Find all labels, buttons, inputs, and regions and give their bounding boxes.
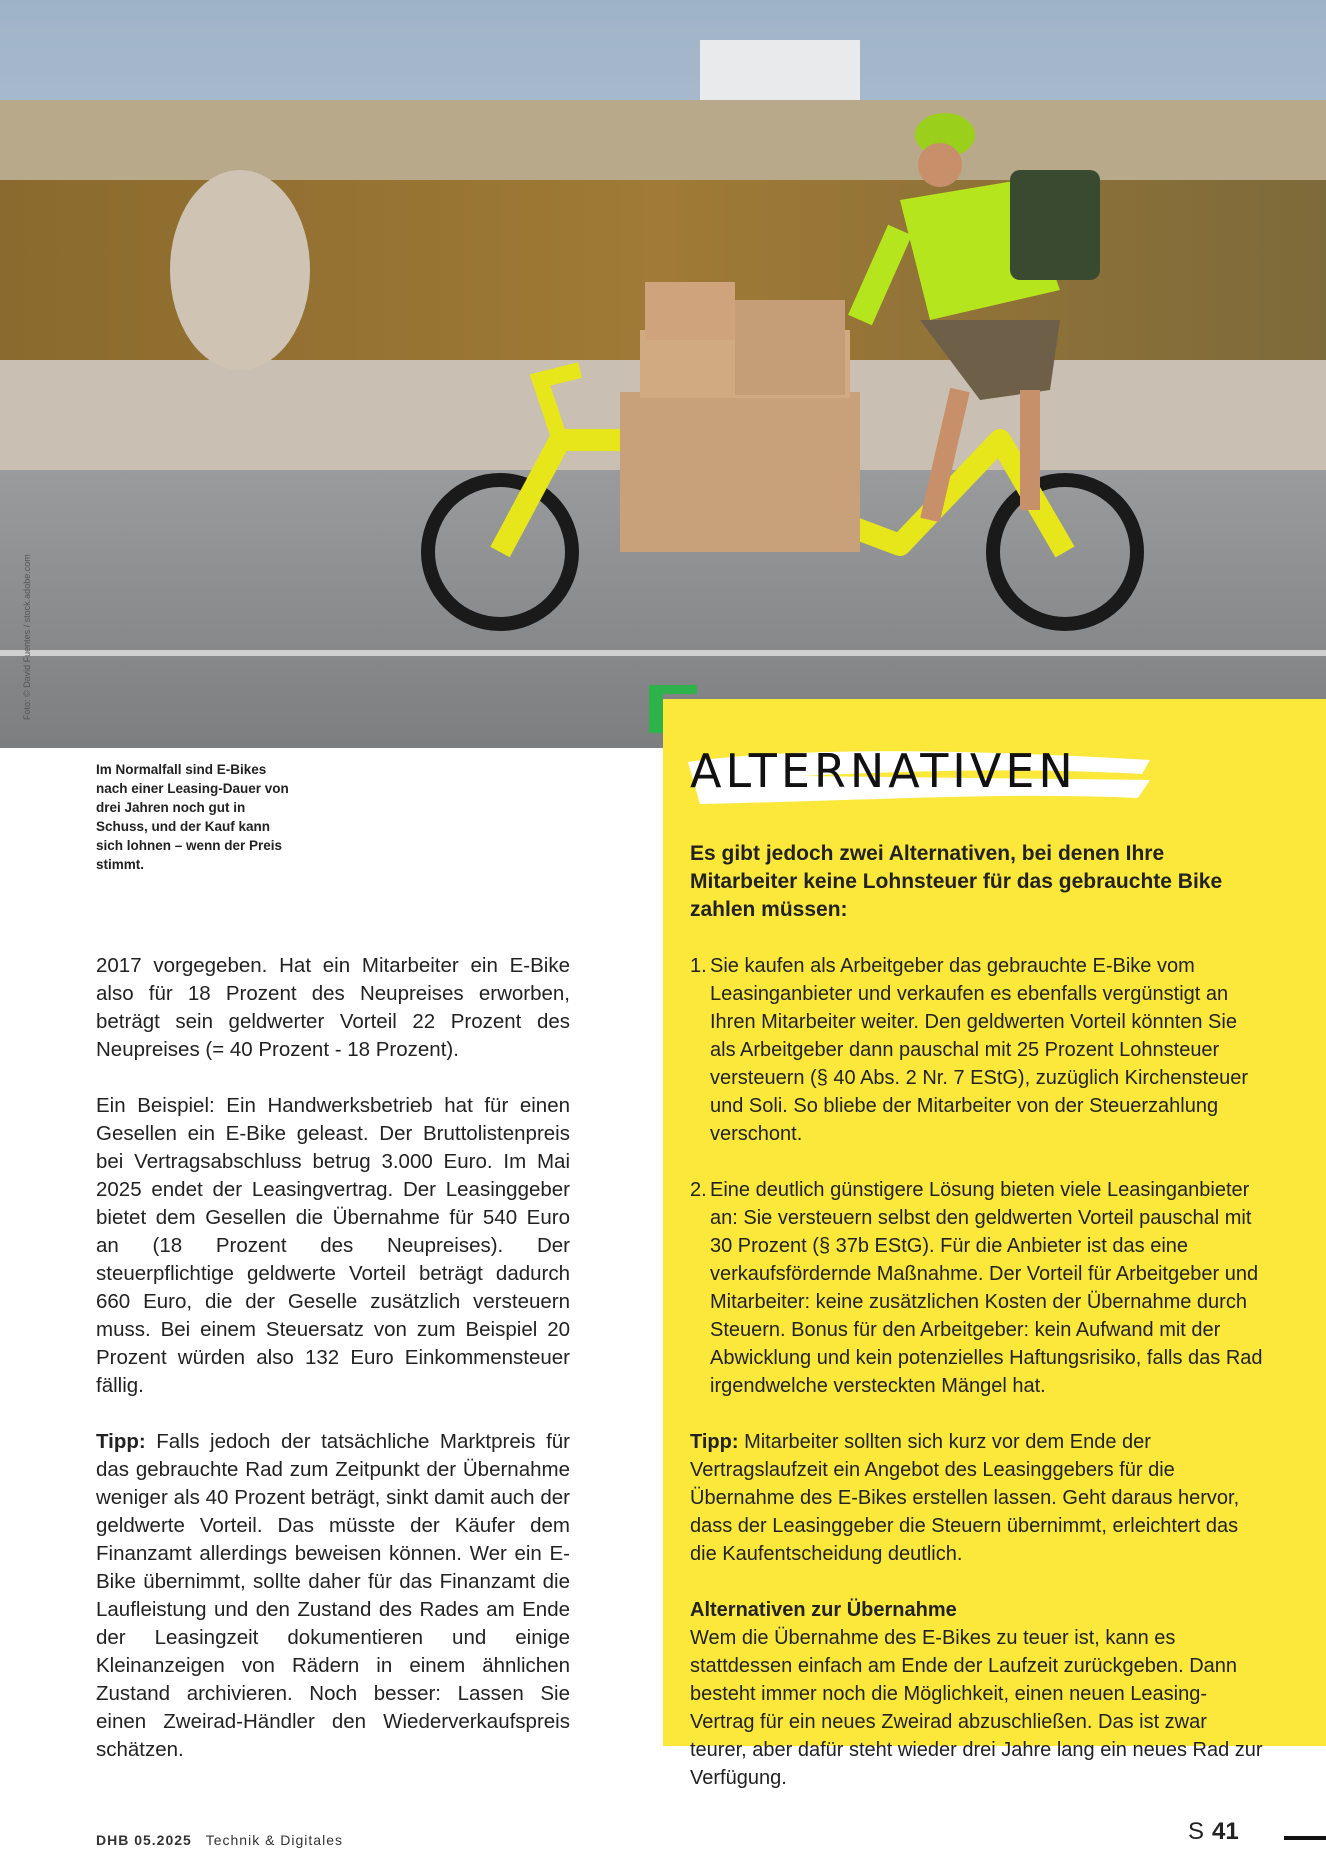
cargo-bike-illustration <box>0 0 1326 748</box>
page-number-value: 41 <box>1212 1818 1239 1845</box>
hero-photo <box>0 0 1326 748</box>
sub-section <box>690 1596 1265 1792</box>
section-name: Technik & Digitales <box>205 1832 343 1848</box>
magazine-issue: DHB 05.2025 <box>96 1832 192 1848</box>
page-prefix: S <box>1188 1818 1205 1845</box>
page-footer <box>96 1832 343 1848</box>
paragraph: 2017 vorgegeben. Hat ein Mitarbeiter ein E-Bike also für 18 Prozent des Neupreises erworben, beträgt sein geldwerter Vorteil 22 Prozent des Neupreises (= 40 Prozent - 18 Prozent). <box>96 954 570 1061</box>
box-tip-paragraph <box>690 1428 1265 1568</box>
box-tip-text: Mitarbeiter sollten sich kurz vor dem Ende der Vertragslaufzeit ein Angebot des Leasinggebers für die Übernahme des E-Bikes erstellen lassen. Geht daraus hervor, dass der Leasinggeber die Steuern übernimmt, erleichtert das die Kaufentscheidung deutlich. <box>690 1431 1240 1565</box>
backpack <box>1010 170 1100 280</box>
box-title: ALTERNATIVEN <box>690 744 1077 798</box>
page-rule <box>1284 1836 1326 1840</box>
list-number: 2. <box>690 1179 707 1201</box>
sub-text: Wem die Übernahme des E-Bikes zu teuer ist, kann es stattdessen einfach am Ende der Laufzeit zurückgeben. Dann besteht immer noch die Möglichkeit, einen neuen Leasing-Vertrag für ein neues Zweirad abzuschließen. Das ist zwar teurer, aber dafür steht wieder drei Jahre lang ein neues Rad zur Verfügung. <box>690 1627 1263 1789</box>
list-item <box>690 952 1265 1148</box>
package-large <box>620 392 860 552</box>
tip-paragraph <box>96 1428 570 1764</box>
tip-label: Tipp: <box>96 1430 146 1453</box>
box-intro: Es gibt jedoch zwei Alternativen, bei denen Ihre Mitarbeiter keine Lohnsteuer für das gebrauchte Bike zahlen müssen: <box>690 842 1223 921</box>
sub-heading: Alternativen zur Übernahme <box>690 1599 957 1621</box>
alternatives-list <box>690 952 1265 1400</box>
left-column-text <box>96 952 570 1792</box>
paragraph: Ein Beispiel: Ein Handwerksbetrieb hat für einen Gesellen ein E-Bike geleast. Der Bruttolistenpreis bei Vertragsabschluss betrug 3.000 Euro. Im Mai 2025 endet der Leasingvertrag. Der Leasinggeber bietet dem Gesellen die Übernahme für 540 Euro an (18 Prozent des Neupreises). Der steuerpflichtige geldwerte Vorteil beträgt dadurch 660 Euro, die der Geselle zusätzlich versteuern muss. Bei einem Steuersatz von zum Beispiel 20 Prozent würden also 132 Euro Einkommensteuer fällig. <box>96 1094 570 1397</box>
photo-caption: Im Normalfall sind E-Bikes nach einer Leasing-Dauer von drei Jahren noch gut in Schuss, und der Kauf kann sich lohnen – wenn der Preis stimmt. <box>96 762 289 872</box>
list-item <box>690 1176 1265 1400</box>
box-tip-label: Tipp: <box>690 1431 739 1453</box>
list-text: Eine deutlich günstigere Lösung bieten viele Leasinganbieter an: Sie versteuern selbst den geldwerten Vorteil pauschal mit 30 Prozent (§ 37b EStG). Für die Anbieter ist das eine verkaufsfördernde Maßnahme. Der Vorteil für Arbeitgeber und Mitarbeiter: keine zusätzlichen Kosten der Übernahme durch Steuern. Bonus für den Arbeitgeber: kein Aufwand mit der Abwicklung und kein potenzielles Haftungsrisiko, falls das Rad irgendwelche versteckten Mängel hat. <box>710 1179 1263 1397</box>
list-number: 1. <box>690 955 707 977</box>
page-number <box>1188 1818 1239 1846</box>
box-content <box>690 840 1265 1820</box>
photo-credit: Foto: © David Fuentes / stock.adobe.com <box>22 554 32 720</box>
list-text: Sie kaufen als Arbeitgeber das gebrauchte E-Bike vom Leasinganbieter und verkaufen es ebenfalls vergünstigt an Ihren Mitarbeiter weiter. Den geldwerten Vorteil könnten Sie als Arbeitgeber dann pauschal mit 25 Prozent Lohnsteuer versteuern (§ 40 Abs. 2 Nr. 7 EStG), zuzüglich Kirchensteuer und Soli. So bliebe der Mitarbeiter von der Steuerzahlung verschont. <box>710 955 1249 1145</box>
tip-text: Falls jedoch der tatsächliche Marktpreis für das gebrauchte Rad zum Zeitpunkt der Übernahme weniger als 40 Prozent beträgt, sinkt damit auch der geldwerte Vorteil. Das müsste der Käufer dem Finanzamt allerdings beweisen können. Wer ein E-Bike übernimmt, sollte daher für das Finanzamt die Laufleistung und den Zustand des Rades am Ende der Leasingzeit dokumentieren und einige Kleinanzeigen von Rädern in einem ähnlichen Zustand archivieren. Noch besser: Lassen Sie einen Zweirad-Händler den Wiederverkaufspreis schätzen. <box>96 1430 570 1761</box>
